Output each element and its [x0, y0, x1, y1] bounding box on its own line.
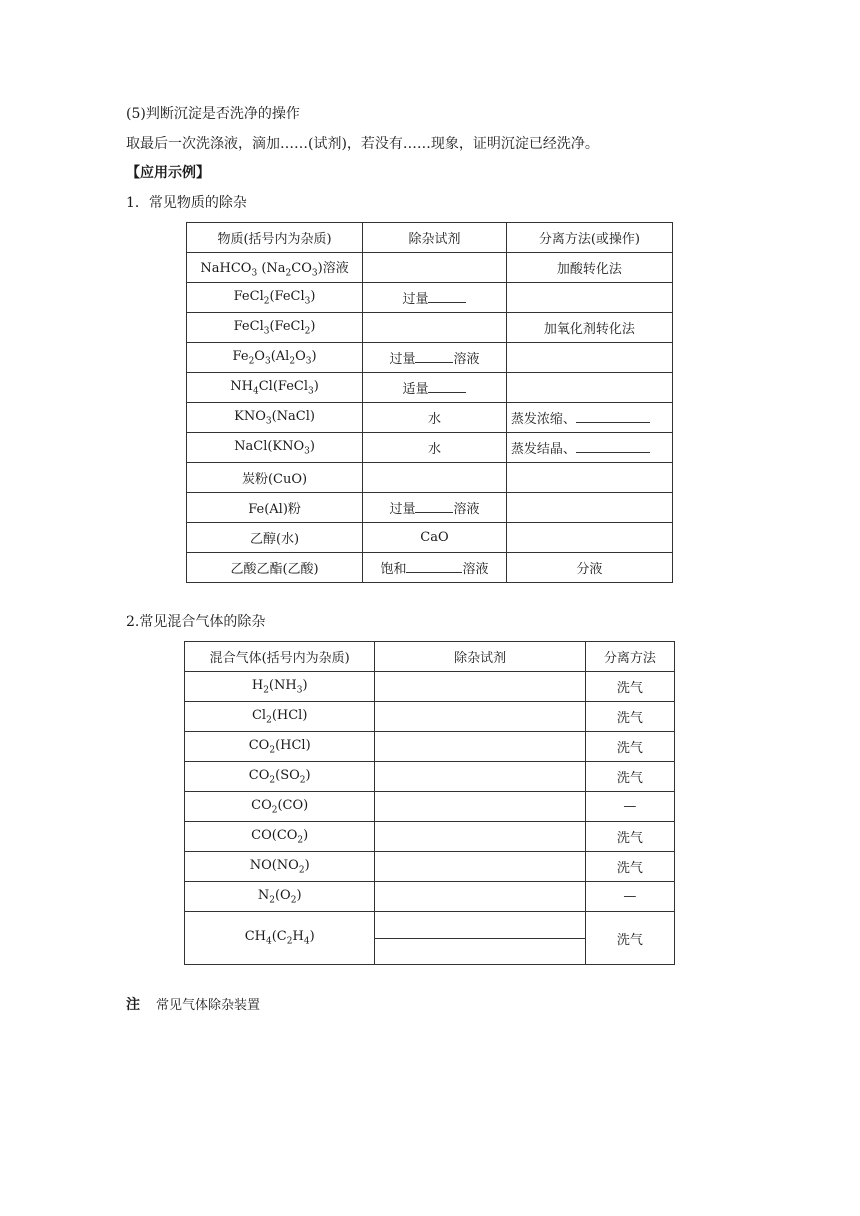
table-row	[185, 792, 675, 822]
table-row	[187, 253, 673, 283]
table-row	[185, 672, 675, 702]
header-method: 分离方法(或操作)	[506, 223, 672, 253]
table-row	[187, 313, 673, 343]
table-row	[187, 403, 673, 433]
header-method: 分离方法	[585, 642, 674, 672]
gas-cell: $NO(NO_2)$	[185, 852, 375, 882]
method-cell	[506, 373, 672, 403]
gas-cell: $H_2(NH_3)$	[185, 672, 375, 702]
header-reagent: 除杂试剂	[363, 223, 507, 253]
heading-5: (5)判断沉淀是否洗净的操作	[126, 106, 300, 122]
gas-impurity-table	[184, 641, 675, 965]
substance-cell: NaHCO$_3$ $(Na_2CO_3)$溶液	[187, 253, 363, 283]
gas-cell: $CO_2(HCl)$	[185, 732, 375, 762]
substance-cell: 乙酸乙酯(乙酸)	[187, 553, 363, 583]
substance-cell: $NaCl(KNO_3)$	[187, 433, 363, 463]
reagent-cell	[363, 313, 507, 343]
reagent-cell[interactable]	[375, 762, 585, 792]
reagent-cell[interactable]	[375, 852, 585, 882]
table-row	[187, 283, 673, 313]
table-row	[187, 553, 673, 583]
reagent-cell: 水	[363, 433, 507, 463]
method-cell: 加酸转化法	[506, 253, 672, 283]
method-cell	[506, 523, 672, 553]
method-cell	[506, 463, 672, 493]
table-row	[185, 912, 675, 965]
reagent-cell: 饱和 溶液	[363, 553, 507, 583]
reagent-cell: CaO	[363, 523, 507, 553]
answer-blank[interactable]	[415, 350, 453, 363]
method-cell: 洗气	[585, 732, 674, 762]
table-row	[187, 523, 673, 553]
reagent-cell-split	[375, 912, 585, 965]
method-cell: —	[585, 882, 674, 912]
table-row	[187, 493, 673, 523]
substance-cell: 乙醇(水)	[187, 523, 363, 553]
substance-cell: $KNO_3(NaCl)$	[187, 403, 363, 433]
method-cell: 洗气	[585, 822, 674, 852]
table-row	[187, 373, 673, 403]
substance-cell: FeCl$_3$(FeCl$_2$)	[187, 313, 363, 343]
reagent-cell[interactable]	[375, 822, 585, 852]
reagent-cell[interactable]	[375, 702, 585, 732]
impurity-removal-table	[186, 222, 673, 583]
substance-cell: Fe(Al)粉	[187, 493, 363, 523]
table-row	[185, 852, 675, 882]
reagent-cell	[363, 253, 507, 283]
table-row	[187, 433, 673, 463]
method-cell: 加氧化剂转化法	[506, 313, 672, 343]
method-cell: 洗气	[585, 762, 674, 792]
section-title: 【应用示例】	[126, 165, 210, 181]
method-cell: 洗气	[585, 672, 674, 702]
table-row	[185, 882, 675, 912]
reagent-cell[interactable]	[375, 882, 585, 912]
method-cell: 洗气	[585, 702, 674, 732]
table-header-row	[187, 223, 673, 253]
gas-cell: $CH_4(C_2H_4)$	[185, 912, 375, 965]
reagent-cell: 过量 溶液	[363, 493, 507, 523]
reagent-slot-2[interactable]	[375, 939, 584, 964]
gas-cell: $CO_2(SO_2)$	[185, 762, 375, 792]
reagent-cell[interactable]	[375, 672, 585, 702]
table-header-row	[185, 642, 675, 672]
reagent-cell: 过量 溶液	[363, 343, 507, 373]
substance-cell: FeCl$_2$(FeCl$_3$)	[187, 283, 363, 313]
method-cell	[506, 493, 672, 523]
reagent-slot-1[interactable]	[375, 913, 584, 939]
answer-blank[interactable]	[576, 440, 650, 453]
reagent-cell: 适量	[363, 373, 507, 403]
reagent-cell	[363, 463, 507, 493]
substance-cell: 炭粉(CuO)	[187, 463, 363, 493]
substance-cell: $Fe_2O_3(Al_2O_3)$	[187, 343, 363, 373]
header-reagent: 除杂试剂	[375, 642, 585, 672]
note-label: 注	[126, 997, 140, 1013]
table-row	[185, 702, 675, 732]
answer-blank[interactable]	[428, 380, 466, 393]
gas-cell: $N_2(O_2)$	[185, 882, 375, 912]
note-line	[126, 994, 260, 1014]
table-row	[187, 463, 673, 493]
answer-blank[interactable]	[576, 410, 650, 423]
gas-cell: $CO(CO_2)$	[185, 822, 375, 852]
reagent-cell: 过量	[363, 283, 507, 313]
answer-blank[interactable]	[415, 500, 453, 513]
table-row	[185, 762, 675, 792]
gas-cell: $CO_2(CO)$	[185, 792, 375, 822]
reagent-cell[interactable]	[375, 732, 585, 762]
method-cell: 蒸发结晶、	[506, 433, 672, 463]
item2-title: 2.常见混合气体的除杂	[126, 614, 266, 630]
method-cell: 蒸发浓缩、	[506, 403, 672, 433]
table-row	[187, 343, 673, 373]
substance-cell: $NH_4Cl(FeCl_3)$	[187, 373, 363, 403]
answer-blank[interactable]	[428, 290, 466, 303]
note-text: 常见气体除杂装置	[156, 998, 261, 1013]
method-cell: 分液	[506, 553, 672, 583]
answer-blank[interactable]	[406, 560, 462, 573]
item1-title: 1．常见物质的除杂	[126, 195, 247, 211]
table-row	[185, 732, 675, 762]
method-cell: —	[585, 792, 674, 822]
procedure-text: 取最后一次洗涤液，滴加……(试剂)，若没有……现象，证明沉淀已经洗净。	[126, 136, 599, 152]
header-gas: 混合气体(括号内为杂质)	[185, 642, 375, 672]
method-cell	[506, 283, 672, 313]
method-cell	[506, 343, 672, 373]
table-row	[185, 822, 675, 852]
reagent-cell[interactable]	[375, 792, 585, 822]
method-cell: 洗气	[585, 852, 674, 882]
gas-cell: $Cl_2(HCl)$	[185, 702, 375, 732]
header-substance: 物质(括号内为杂质)	[187, 223, 363, 253]
reagent-cell: 水	[363, 403, 507, 433]
method-cell: 洗气	[585, 912, 674, 965]
